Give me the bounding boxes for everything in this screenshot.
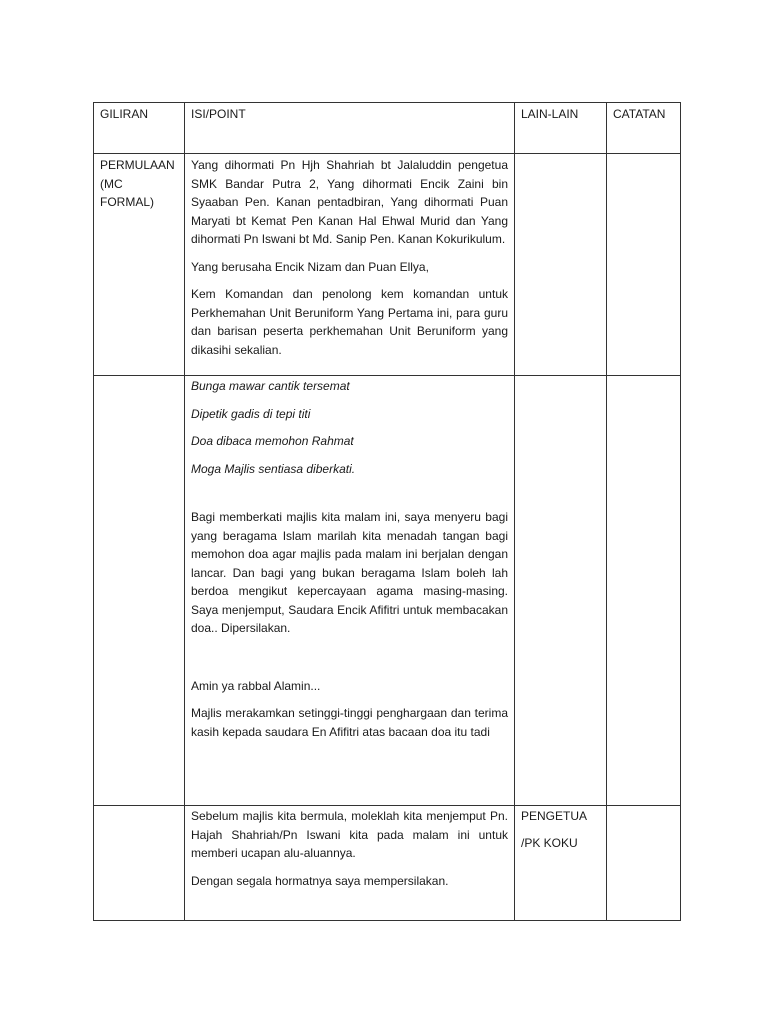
table-row [94,806,681,921]
greeting-paragraph: Yang dihormati Pn Hjh Shahriah bt Jalaluddin pengetua SMK Bandar Putra 2, Yang dihormati Encik Zaini bin Syaaban Pen. Kanan pentadbiran, Yang dihormati Puan Maryati bt Kemat Pen Kanan Hal Ehwal Murid dan Yang dihormati Pn Iswani bt Md. Sanip Pen. Kanan Kokurikulum. [191,158,508,246]
document-page [93,102,680,921]
lain-lain-line: PENGETUA [521,809,588,823]
table-row [94,154,681,376]
pantun-line: Doa dibaca memohon Rahmat [191,434,354,448]
amin-line: Amin ya rabbal Alamin... [191,678,321,693]
giliran-cell [94,154,185,376]
header-isi-point-text: ISI/POINT [191,107,246,121]
speech-invitation-paragraph: Dengan segala hormatnya saya mempersilakan. [191,873,449,888]
header-isi-point [185,103,515,154]
lain-lain-cell [515,806,607,921]
pantun-line: Bunga mawar cantik tersemat [191,379,350,393]
speech-invitation-paragraph: Sebelum majlis kita bermula, moleklah kita menjemput Pn. Hajah Shahriah/Pn Iswani kita pada malam ini untuk memberi ucapan alu-aluannya. [191,809,508,860]
header-catatan [607,103,681,154]
greeting-paragraph: Yang berusaha Encik Nizam dan Puan Ellya, [191,259,429,274]
giliran-cell [94,806,185,921]
pantun-line: Moga Majlis sentiasa diberkati. [191,461,356,476]
lain-lain-cell [515,376,607,806]
catatan-cell [607,376,681,806]
table-row [94,376,681,806]
greeting-paragraph: Kem Komandan dan penolong kem komandan untuk Perkhemahan Unit Beruniform Yang Pertama ini, para guru dan barisan peserta perkhemahan Unit Beruniform yang dikasihi sekalian. [191,287,508,357]
program-script-table [93,102,681,921]
spacer [191,647,508,677]
doa-invitation-paragraph: Bagi memberkati majlis kita malam ini, saya menyeru bagi yang beragama Islam marilah kita menadah tangan bagi memohon doa agar majlis pada malam ini berjalan dengan lancar. Dan bagi yang bukan beragama Islam boleh lah berdoa mengikut kepercayaan agama masing-masing. Saya menjemput, Saudara Encik Afifitri untuk membacakan doa.. Dipersilakan. [191,510,508,635]
giliran-line: PERMULAAN [100,158,175,172]
isi-cell [185,806,515,921]
header-giliran [94,103,185,154]
lain-lain-cell [515,154,607,376]
spacer [191,487,508,508]
header-lain-lain-text: LAIN-LAIN [521,107,579,121]
giliran-line: (MC [100,176,123,191]
header-lain-lain [515,103,607,154]
pantun-line: Dipetik gadis di tepi titi [191,406,311,421]
isi-cell [185,154,515,376]
giliran-line: FORMAL) [100,195,154,209]
isi-cell [185,376,515,806]
table-header-row [94,103,681,154]
header-giliran-text: GILIRAN [100,107,149,121]
catatan-cell [607,806,681,921]
thanks-paragraph: Majlis merakamkan setinggi-tinggi penghargaan dan terima kasih kepada saudara En Afifitri atas bacaan doa itu tadi [191,706,508,739]
giliran-cell [94,376,185,806]
catatan-cell [607,154,681,376]
header-catatan-text: CATATAN [613,107,666,121]
lain-lain-line: /PK KOKU [521,835,578,850]
